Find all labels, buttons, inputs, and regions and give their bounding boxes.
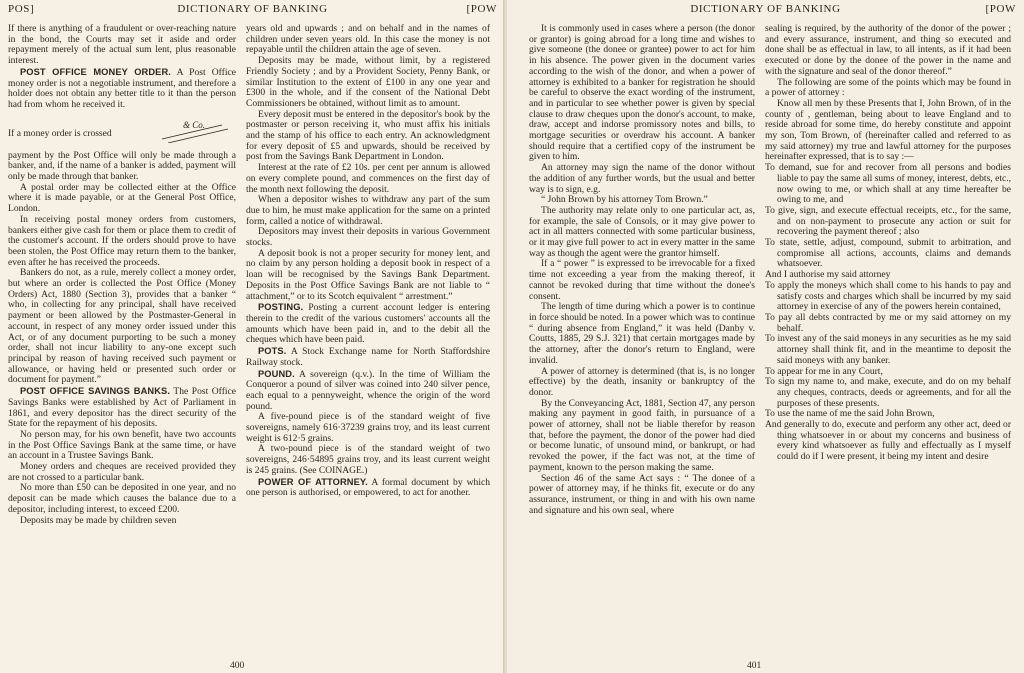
paragraph-text: When a depositor wishes to withdraw any part of the sum due to him, he must make application for the same on a printed form, called a notice of withdrawal.: [246, 194, 490, 227]
paragraph: [8, 268, 236, 386]
paragraph-text: The Post Office Savings Banks were established by Act of Parliament in 1861, and every depositor has the direct security of the State for the repayment of his deposits.: [8, 386, 236, 430]
paragraph-text: A five-pound piece is of the standard weight of five sovereigns, namely 616·37239 grains troy, and its least current weight is 612·5 grains.: [246, 411, 490, 444]
paragraph-text: If a “ power ” is expressed to be irrevocable for a fixed time not exceeding a year from the making thereof, it cannot be revoked during that time without the donee's consent.: [529, 258, 755, 302]
paragraph: [8, 516, 236, 527]
paragraph-text: payment by the Post Office will only be made through a banker, and, if the name of a banker is added, payment will only be made through that banker.: [8, 149, 236, 183]
paragraph-text: years old and upwards ; and on behalf and in the names of children under seven years old. In this case the money is not repayable until the children attain the age of seven.: [246, 23, 490, 56]
column-2: [246, 24, 490, 499]
paragraph-text: To apply the moneys which shall come to his hands to pay and satisfy costs and charges which shall be incurred by my said attorney in exercise of any of the powers herein contained,: [765, 279, 1011, 313]
paragraph-text: It is commonly used in cases where a person (the donor or grantor) is going abroad for a long time and wishes to give someone (the donee or grantee) power to act for him in his absence. The power given in the document varies according to the wish of the donor, and when a power of attorney is exhibited to a banker for registration he should be careful to observe the exact wording of the instrument, and in particular to see whether power is given by special clause to draw cheques upon the donor's account, to make, draw, accept and indorse promissory notes and bills, to mortgage securities or overdraw his account. A banker should require that a certified copy of the instrument be given to him.: [529, 23, 755, 163]
paragraph-text: Know all men by these Presents that I, John Brown, of in the county of , gentleman, being about to leave England and to reside abroad for some time, do hereby constitute and appoint my son, Tom Brown, of (hereinafter called and referred to as my said attorney) my true and lawful attorney for the purposes hereinafter expressed, that is to say :—: [765, 97, 1011, 163]
right-page: [507, 0, 1024, 673]
paragraph: [246, 227, 490, 248]
head-title: DICTIONARY OF BANKING: [177, 3, 328, 15]
paragraph-text: Every deposit must be entered in the depositor's book by the postmaster or person receiving it, who must affix his initials and the stamp of his office to each entry. An acknowledgment for every deposit of £5 and upwards, should be received by post from the Savings Bank Department in London.: [246, 108, 490, 163]
paragraph: [8, 215, 236, 269]
head-right: [POW: [985, 3, 1016, 15]
head-left: POS]: [8, 3, 35, 15]
paragraph: [246, 302, 490, 346]
column-1: [529, 24, 755, 516]
paragraph-text: Deposits may be made, without limit, by a registered Friendly Society ; and by a Provident Society, Penny Bank, or similar Institution to the extent of £100 in any one year and £300 in the whole, and if the consent of the National Debt Commissioners be obtained, without limit as to amount.: [246, 55, 490, 109]
crossed-co: & Co.: [183, 119, 206, 130]
paragraph: [529, 206, 755, 260]
paragraph-text: Posting a current account ledger is entering therein to the credit of the various customers' accounts all the amounts which have been paid in, and to the debit all the cheques which have been paid.: [246, 302, 490, 346]
paragraph-text: A sovereign (q.v.). In the time of William the Conqueror a pound of silver was coined into 240 silver pence, each equal to a pennyweight, whence the origin of the word pound.: [246, 368, 490, 412]
paragraph-text: Interest at the rate of £2 10s. per cent per annum is allowed on every complete pound, and commences on the first day of the month next following the deposit.: [246, 162, 490, 195]
column-2: [765, 24, 1011, 463]
paragraph-text: Deposits may be made by children seven: [20, 514, 177, 526]
paragraph: [765, 334, 1011, 366]
paragraph: [8, 462, 236, 483]
paragraph: [529, 259, 755, 302]
paragraph: [246, 444, 490, 476]
paragraph-text: No more than £50 can be deposited in one year, and no deposit can be made which causes the balance due to a depositor, including interest, to exceed £200.: [8, 482, 236, 515]
paragraph-text: And generally to do, execute and perform any other act, deed or thing whatsoever in or about my concerns and business of every kind whatsoever as fully and effectually as I myself could do if I were present, it being my intent and desire: [765, 419, 1011, 463]
paragraph: [246, 163, 490, 195]
paragraph: [246, 412, 490, 444]
paragraph: [529, 163, 755, 195]
paragraph: [8, 430, 236, 462]
paragraph: [8, 483, 236, 515]
paragraph: [8, 183, 236, 215]
entry-heading: POUND.: [258, 368, 295, 379]
paragraph: [529, 367, 755, 399]
paragraph-text: To give, sign, and execute effectual receipts, etc., for the same, and on non-payment to prosecute any action or suit for recovering the payment thereof ; also: [765, 204, 1011, 238]
paragraph: [529, 302, 755, 366]
paragraph: [246, 249, 490, 303]
paragraph-text: To pay all debts contracted by me or my said attorney on my behalf.: [765, 311, 1011, 334]
column-1: [8, 24, 236, 526]
paragraph-text: A Stock Exchange name for North Staffordshire Railway stock.: [246, 346, 490, 368]
paragraph-text: In receiving postal money orders from customers, bankers either give cash for them or place them to credit of the customer's account. If the orders should prove to have been stolen, the Post Office may return them to the banker, even after he has received the proceeds.: [8, 213, 236, 268]
paragraph-text: To invest any of the said moneys in any securities as he my said attorney shall think fit, and in the meantime to deposit the said moneys with any banker.: [765, 333, 1011, 366]
paragraph-text: To demand, sue for and recover from all persons and bodies liable to pay the same all sums of money, interest, debts, etc., now owing to me, or which shall at any time hereafter be owing to me, and: [765, 162, 1011, 206]
running-head: [8, 3, 497, 17]
paragraph: [246, 477, 490, 499]
paragraph-text: No person may, for his own benefit, have two accounts in the Post Office Savings Bank at the same time, or have an account in a Trustee Savings Bank.: [8, 428, 236, 462]
entry-heading: POST OFFICE MONEY ORDER.: [20, 66, 171, 77]
entry-heading: POTS.: [258, 346, 287, 357]
paragraph: [765, 313, 1011, 334]
paragraph: [765, 206, 1011, 238]
paragraph: [246, 110, 490, 164]
left-page: [0, 0, 505, 673]
paragraph-text: A power of attorney is determined (that is, is no longer effective) by the death, insanity or bankruptcy of the donor.: [529, 365, 755, 398]
paragraph: [8, 386, 236, 430]
paragraph: [765, 78, 1011, 99]
entry-heading: POSTING.: [258, 302, 304, 313]
paragraph-text: A two-pound piece is of the standard weight of two sovereigns, 246·54895 grains troy, and its least current weight is 245 grains. (See COINAGE.): [246, 443, 490, 476]
paragraph-text: To state, settle, adjust, compound, submit to arbitration, and compromise all actions, accounts, claims and demands whatsoever.: [765, 237, 1011, 270]
paragraph: [8, 24, 236, 67]
paragraph-text: A deposit book is not a proper security for money lent, and no claim by any person holding a deposit book in respect of a loan will be recognised by the Savings Bank Department. Deposits in the Post Office Savings Bank are not liable to “ attachment,” or to its Scotch equivalent “ arrestment.”: [246, 247, 490, 302]
running-head: [515, 3, 1016, 17]
entry-heading: POWER OF ATTORNEY.: [258, 476, 368, 487]
crossed-text: If a money order is crossed: [8, 127, 112, 139]
entry-heading: POST OFFICE SAVINGS BANKS.: [20, 386, 171, 397]
paragraph: [246, 195, 490, 227]
paragraph-text: To appear for me in any Court,: [765, 365, 883, 377]
paragraph-text: “ John Brown by his attorney Tom Brown.”: [541, 194, 708, 206]
head-right: [POW: [466, 3, 497, 15]
paragraph-text: The authority may relate only to one particular act, as, for example, the sale of Consols, or it may give power to act in all matters connected with some particular business, or it may give full power to act in every matter in the same way as though the agent were the grantor himself.: [529, 204, 755, 259]
paragraph-text: And I authorise my said attorney: [765, 269, 891, 281]
paragraph-text: By the Conveyancing Act, 1881, Section 47, any person making any payment in good faith, in pursuance of a power of attorney, shall not be liable therefor by reason that, before the payment, the donor of the power had died or become lunatic, of unsound mind, or bankrupt, or had revoked the power, if the fact was not, at the time of payment, known to the person making the same.: [529, 397, 755, 473]
paragraph: [529, 474, 755, 517]
paragraph: [8, 151, 236, 183]
paragraph-text: sealing is required, by the authority of the donor of the power ; and every assurance, instrument, and thing so executed and done shall be as effectual in law, to all intents, as if it had been executed or done by the donee of the power in the name and with the signature and seal of the donor thereof.”: [765, 23, 1011, 77]
paragraph: [246, 369, 490, 413]
page-number: 401: [747, 661, 762, 671]
paragraph: [529, 24, 755, 163]
paragraph: [765, 420, 1011, 463]
paragraph: [765, 238, 1011, 270]
paragraph: [765, 377, 1011, 409]
paragraph: [246, 24, 490, 56]
paragraph: [765, 163, 1011, 206]
head-title: DICTIONARY OF BANKING: [690, 3, 841, 15]
paragraph-text: A formal document by which one person is authorised, or empowered, to act for another.: [246, 476, 490, 499]
paragraph: [765, 24, 1011, 78]
paragraph-text: The following are some of the points which may be found in a power of attorney :: [765, 76, 1011, 99]
paragraph: [765, 281, 1011, 313]
paragraph-text: To use the name of me the said John Brown,: [765, 408, 935, 420]
paragraph-text: Section 46 of the same Act says : “ The donee of a power of attorney may, if he thinks fit, execute or do any assurance, instrument, or thing in and with his own name and signature and his own seal, where: [529, 472, 755, 516]
paragraph: [246, 346, 490, 368]
paragraph-text: Money orders and cheques are received provided they are not crossed to a particular bank.: [8, 461, 236, 483]
paragraph: [529, 399, 755, 474]
paragraph-text: A postal order may be collected either at the Office where it is made payable, or at the General Post Office, London.: [8, 181, 236, 215]
paragraph: [8, 67, 236, 111]
page-number: 400: [230, 661, 245, 671]
paragraph-text: Depositors may invest their deposits in various Government stocks.: [246, 226, 490, 249]
paragraph: [765, 99, 1011, 163]
paragraph-text: If there is anything of a fraudulent or over-reaching nature in the bond, the Courts may set it aside and order repayment merely of the actual sum lent, plus reasonable interest.: [8, 23, 236, 67]
paragraph-text: The length of time during which a power is to continue in force should be noted. In a power which was to continue “ during absence from England,” it was held (Danby v. Coutts, 1885, 29 S.J. 321) that certain mortgages made by the attorney, after the donor's return to England, were invalid.: [529, 301, 755, 366]
paragraph: [246, 56, 490, 110]
paragraph-text: An attorney may sign the name of the donor without the addition of any further words, but the usual and better way is to sign, e.g.: [529, 162, 755, 195]
paragraph-text: A Post Office money order is not a negotiable instrument, and therefore a holder does not obtain any better title to it than the person had from whom he received it.: [8, 66, 236, 110]
paragraph-text: Bankers do not, as a rule, merely collect a money order, but where an order is collected the Post Office (Money Orders) Act, 1880 (Section 3), provides that a banker “ who, in collecting for any principal, shall have received payment or been allowed by the Postmaster-General in account, in respect of any money order issued under this Act, or of any document purporting to be such a money order, shall not incur liability to any-one except such principal by reason of having received such payment or allowance, or having held or presented such order or document for payment.”: [8, 267, 236, 386]
paragraph-text: To sign my name to, and make, execute, and do on my behalf any cheques, contracts, deeds or agreements, and for all the purposes of these presents.: [765, 376, 1011, 409]
crossed-order-illustration: [8, 117, 236, 143]
